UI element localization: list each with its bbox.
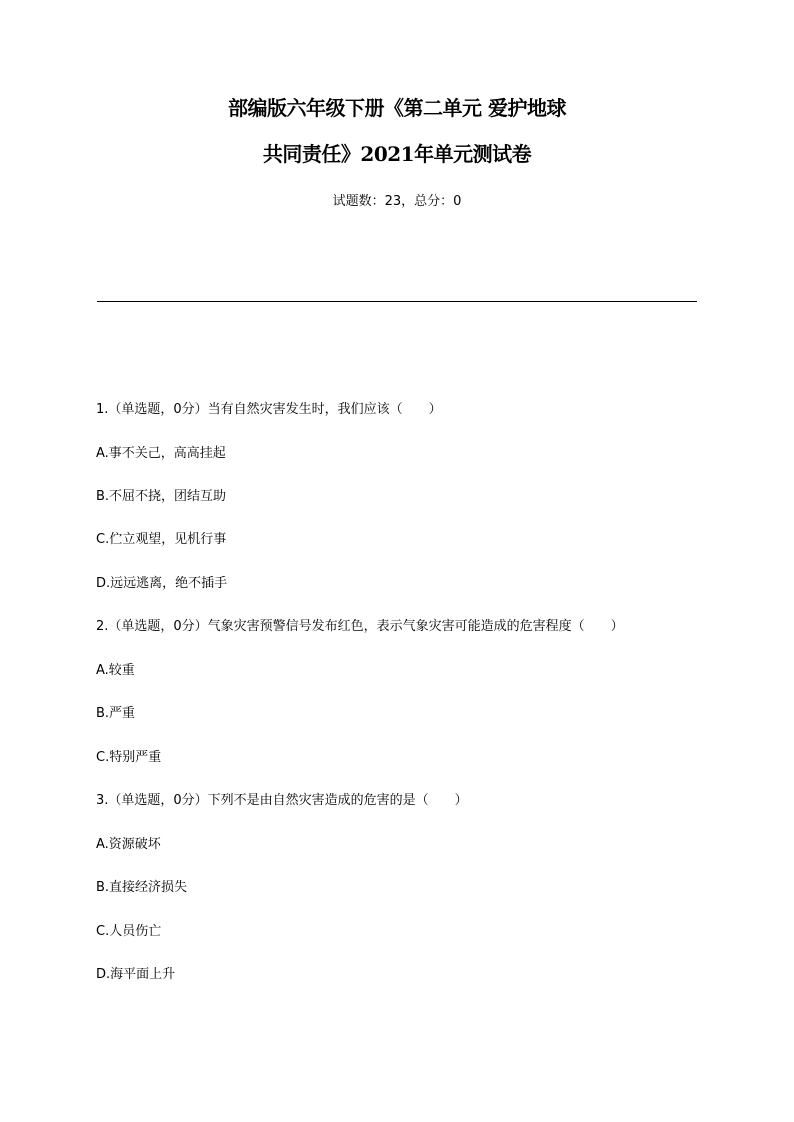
document-title-line-2: 共同责任》2021年单元测试卷 xyxy=(262,142,532,166)
question-2-option-a: A.较重 xyxy=(96,663,135,678)
question-1-option-c: C.伫立观望，见机行事 xyxy=(96,532,227,547)
header-divider xyxy=(97,301,697,302)
question-1-option-a: A.事不关己，高高挂起 xyxy=(96,446,226,461)
question-2-option-b: B.严重 xyxy=(96,706,136,721)
question-3-option-b: B.直接经济损失 xyxy=(96,880,188,895)
question-3-option-c: C.人员伤亡 xyxy=(96,924,162,939)
question-1-stem: 1.（单选题，0分）当有自然灾害发生时，我们应该（ ） xyxy=(96,402,442,417)
question-3-stem: 3.（单选题，0分）下列不是由自然灾害造成的危害的是（ ） xyxy=(96,793,468,808)
question-1-option-b: B.不屈不挠，团结互助 xyxy=(96,489,227,504)
question-1-option-d: D.远远逃离，绝不插手 xyxy=(96,576,228,591)
document-title-line-1: 部编版六年级下册《第二单元 爱护地球 xyxy=(228,96,566,120)
question-2-stem: 2.（单选题，0分）气象灾害预警信号发布红色，表示气象灾害可能造成的危害程度（ ） xyxy=(96,619,624,634)
question-3-option-d: D.海平面上升 xyxy=(96,967,176,982)
question-2-option-c: C.特别严重 xyxy=(96,750,162,765)
question-count-and-total-score: 试题数：23，总分：0 xyxy=(332,194,462,209)
question-3-option-a: A.资源破坏 xyxy=(96,837,161,852)
